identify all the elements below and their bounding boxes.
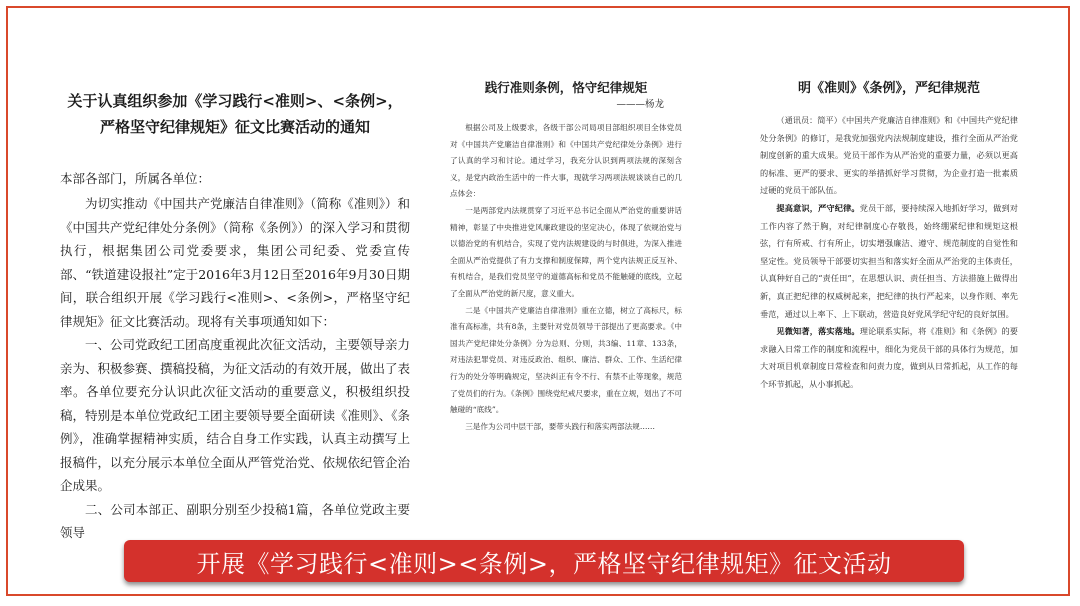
essay1-paragraph-4: 三是作为公司中层干部，要带头践行和落实两部法规……	[465, 421, 656, 431]
caption-banner	[124, 540, 964, 582]
essay2-paragraph-2-body: 党员干部，要持续深入地抓好学习，做到对工作内容了然于胸，对纪律制度心存敬畏，始终绷紧纪律和规矩这根弦，行有所戒、行有所止，切实增强廉洁、遵守、规范制度的自觉性和坚定性。党员领导干部要切实担当和落实好全面从严治党的主体责任，认真种好自己的“责任田”，在思想认识、责任担当、方法措施上做得出新，真正把纪律的权威树起来，把纪律的执行严起来，以身作则、率先垂范，通过以上率下、上下联动，营造良好党风学纪守纪的良好氛围。	[760, 202, 1018, 319]
notice-addressee: 本部各部门，所属各单位：	[60, 171, 211, 186]
essay2-paragraph-3-lead: 见微知著，落实落地。	[776, 326, 860, 337]
essay1-paragraph-3: 二是《中国共产党廉洁自律准则》重在立德，树立了高标尺，标准有高标准，共有8条，主要针对党员领导干部提出了更高要求。《中国共产党纪律处分条例》分为总则、分则，共3编、11章、133条，对违法犯罪党员、对违反政治、组织、廉洁、群众、工作、生活纪律行为的处分等明确规定，坚决纠正有令不行、有禁不止等现象，规范了党员们的行为。《条例》围绕党纪戒尺要求，重在立规，划出了不可触碰的“底线”。	[450, 305, 682, 415]
essay-document-1	[450, 78, 682, 435]
essay2-paragraph-1: （通讯员：简平）《中国共产党廉洁自律准则》和《中国共产党纪律处分条例》的修订，是我党加强党内法规制度建设，推行全面从严治党制度创新的重大成果。党员干部作为从严治党的重要力量，必须以更高的标准、更严的要求、更实的举措抓好学习贯彻，为企业打造一批素质过硬的党员干部队伍。	[760, 115, 1018, 196]
notice-document	[60, 88, 410, 545]
essay2-title: 明《准则》《条例》，严纪律规范	[797, 81, 980, 96]
essay1-paragraph-2: 一是两部党内法规贯穿了习近平总书记全面从严治党的重要讲话精神，彰显了中央推进党风廉政建设的坚定决心，体现了依规治党与以德治党的有机结合，实现了党内法规建设的与时俱进，为深入推进全面从严治党提供了有力支撑和制度保障，两个党内法规正反互补、有机结合，是我们党员坚守的道德高标和党员不能触碰的底线，立起了全面从严治党的新尺度，意义重大。	[450, 205, 682, 298]
notice-paragraph-3: 二、公司本部正、副职分别至少投稿1篇，各单位党政主要领导	[60, 501, 410, 540]
essay1-paragraph-1: 根据公司及上级要求，各级干部公司局项目部组织项目全体党员对《中国共产党廉洁自律准则》和《中国共产党纪律处分条例》进行了认真的学习和讨论。通过学习，我充分认识到两项法规的深刻含义，是党内政治生活中的一件大事，现就学习两项法规谈谈自己的几点体会：	[450, 123, 682, 199]
notice-title-line1: 关于认真组织参加《学习践行<准则>、<条例>，	[67, 92, 403, 110]
essay2-paragraph-3	[760, 323, 1018, 393]
essay2-paragraph-3-body: 理论联系实际，将《准则》和《条例》的要求融入日常工作的制度和流程中，细化为党员干部的具体行为规范，加大对项目机章制度日常检查和问责力度，做到从日常抓起，从工作的每个环节抓起，从小事抓起。	[760, 326, 1018, 389]
caption-text: 开展《学习践行<准则><条例>，严格坚守纪律规矩》征文活动	[196, 549, 892, 578]
notice-title-line2: 严格坚守纪律规矩》征文比赛活动的通知	[99, 118, 370, 136]
notice-paragraph-2: 一、公司党政纪工团高度重视此次征文活动，主要领导亲力亲为、积极参赛、撰稿投稿，为征文活动的有效开展，做出了表率。各单位要充分认识此次征文活动的重要意义，积极组织投稿，特别是本单位党政纪工团主要领导要全面研读《准则》、《条例》，准确掌握精神实质，结合自身工作实践，认真主动撰写上报稿件，以充分展示本单位全面从严管党治党、依规依纪管企治企成果。	[60, 337, 411, 493]
essay2-paragraph-2-lead: 提高意识，严守纪律。	[776, 202, 860, 213]
essay1-title: 践行准则条例，恪守纪律规矩	[484, 80, 648, 95]
notice-paragraph-1: 为切实推动《中国共产党廉洁自律准则》（简称《准则》）和《中国共产党纪律处分条例》（简称《条例》）的深入学习和贯彻执行，根据集团公司党委要求，集团公司纪委、党委宣传部、“铁道建设报社”定于2016年3月12日至2016年9月30日期间，联合组织开展《学习践行<准则>、<条例>，严格坚守纪律规矩》征文比赛活动。现将有关事项通知如下：	[60, 196, 411, 329]
essay2-paragraph-2	[760, 200, 1018, 323]
essay-document-2	[760, 78, 1018, 394]
essay1-author: ———杨龙	[616, 99, 664, 110]
